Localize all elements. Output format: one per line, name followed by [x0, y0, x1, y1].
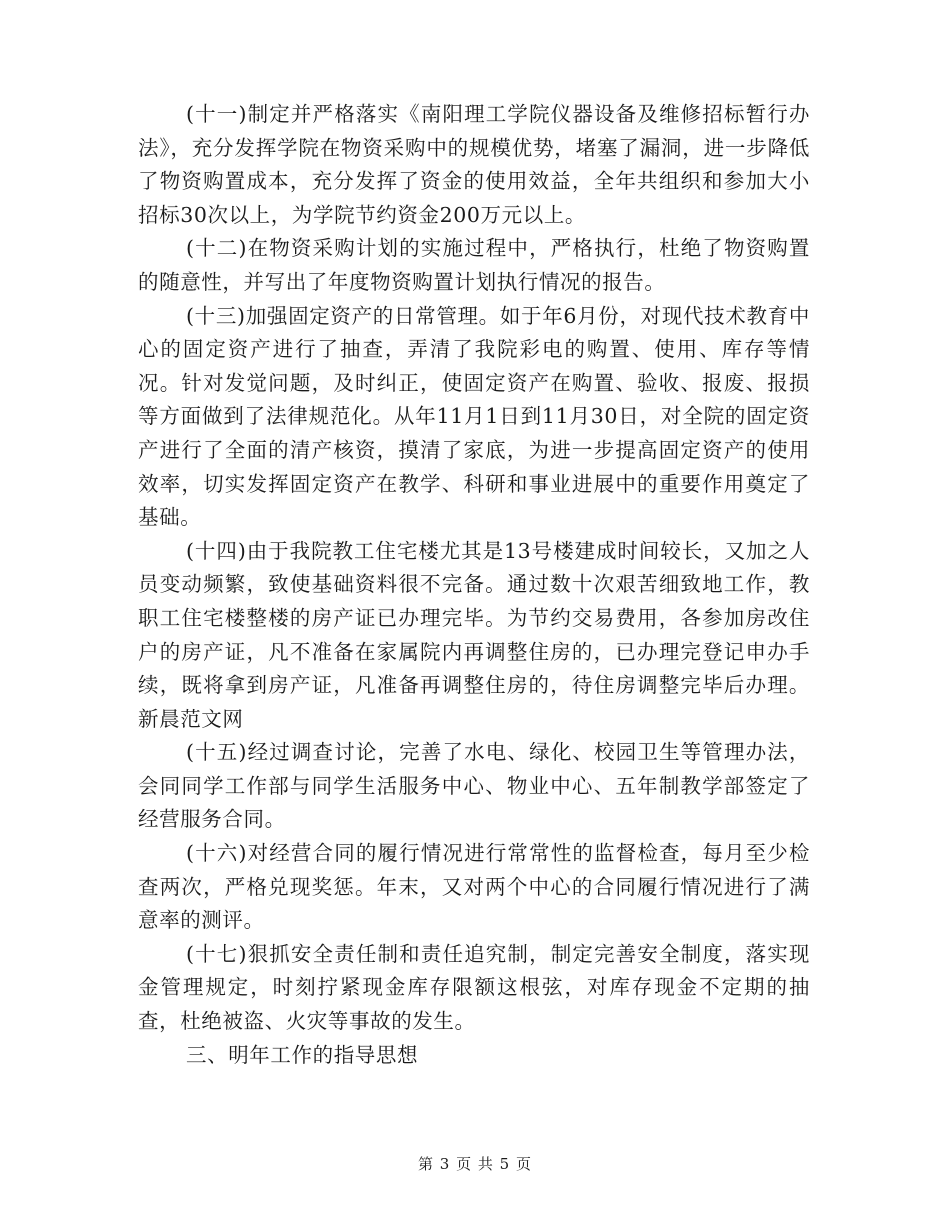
paragraph-17: (十七)狠抓安全责任制和责任追究制，制定完善安全制度，落实现金管理规定，时刻拧紧现金库存限额这根弦，对库存现金不定期的抽查，杜绝被盗、火灾等事故的发生。 — [138, 941, 810, 1034]
page-footer: 第 3 页 共 5 页 — [418, 1155, 532, 1173]
paragraph-12: (十二)在物资采购计划的实施过程中，严格执行，杜绝了物资购置的随意性，并写出了年度物资购置计划执行情况的报告。 — [138, 236, 810, 294]
paragraph-11: (十一)制定并严格落实《南阳理工学院仪器设备及维修招标暂行办法》，充分发挥学院在物资采购中的规模优势，堵塞了漏洞，进一步降低了物资购置成本，充分发挥了资金的使用效益，全年共组织和参加大小招标30次以上，为学院节约资金200万元以上。 — [138, 102, 810, 227]
section-heading-3: 三、明年工作的指导思想 — [186, 1042, 419, 1067]
paragraph-15: (十五)经过调查讨论，完善了水电、绿化、校园卫生等管理办法，会同同学工作部与同学生活服务中心、物业中心、五年制教学部签定了经营服务合同。 — [138, 740, 810, 832]
paragraph-13: (十三)加强固定资产的日常管理。如于年6月份，对现代技术教育中心的固定资产进行了抽查，弄清了我院彩电的购置、使用、库存等情况。针对发觉问题，及时纠正，使固定资产在购置、验收、报废、报损等方面做到了法律规范化。从年11月1日到11月30日，对全院的固定资产进行了全面的清产核资，摸清了家底，为进一步提高固定资产的使用效率，切实发挥固定资产在教学、科研和事业进展中的重要作用奠定了基础。 — [138, 303, 810, 530]
paragraph-16: (十六)对经营合同的履行情况进行常常性的监督检查，每月至少检查两次，严格兑现奖惩。年末，又对两个中心的合同履行情况进行了满意率的测评。 — [138, 841, 810, 933]
paragraph-14: (十四)由于我院教工住宅楼尤其是13号楼建成时间较长，又加之人员变动频繁，致使基础资料很不完备。通过数十次艰苦细致地工作，教职工住宅楼整楼的房产证已办理完毕。为节约交易费用，各参加房改住户的房产证，凡不准备在家属院内再调整住房的，已办理完登记申办手续，既将拿到房产证，凡准备再调整住房的，待住房调整完毕后办理。新晨范文网 — [138, 538, 810, 731]
document-body — [138, 98, 810, 1072]
